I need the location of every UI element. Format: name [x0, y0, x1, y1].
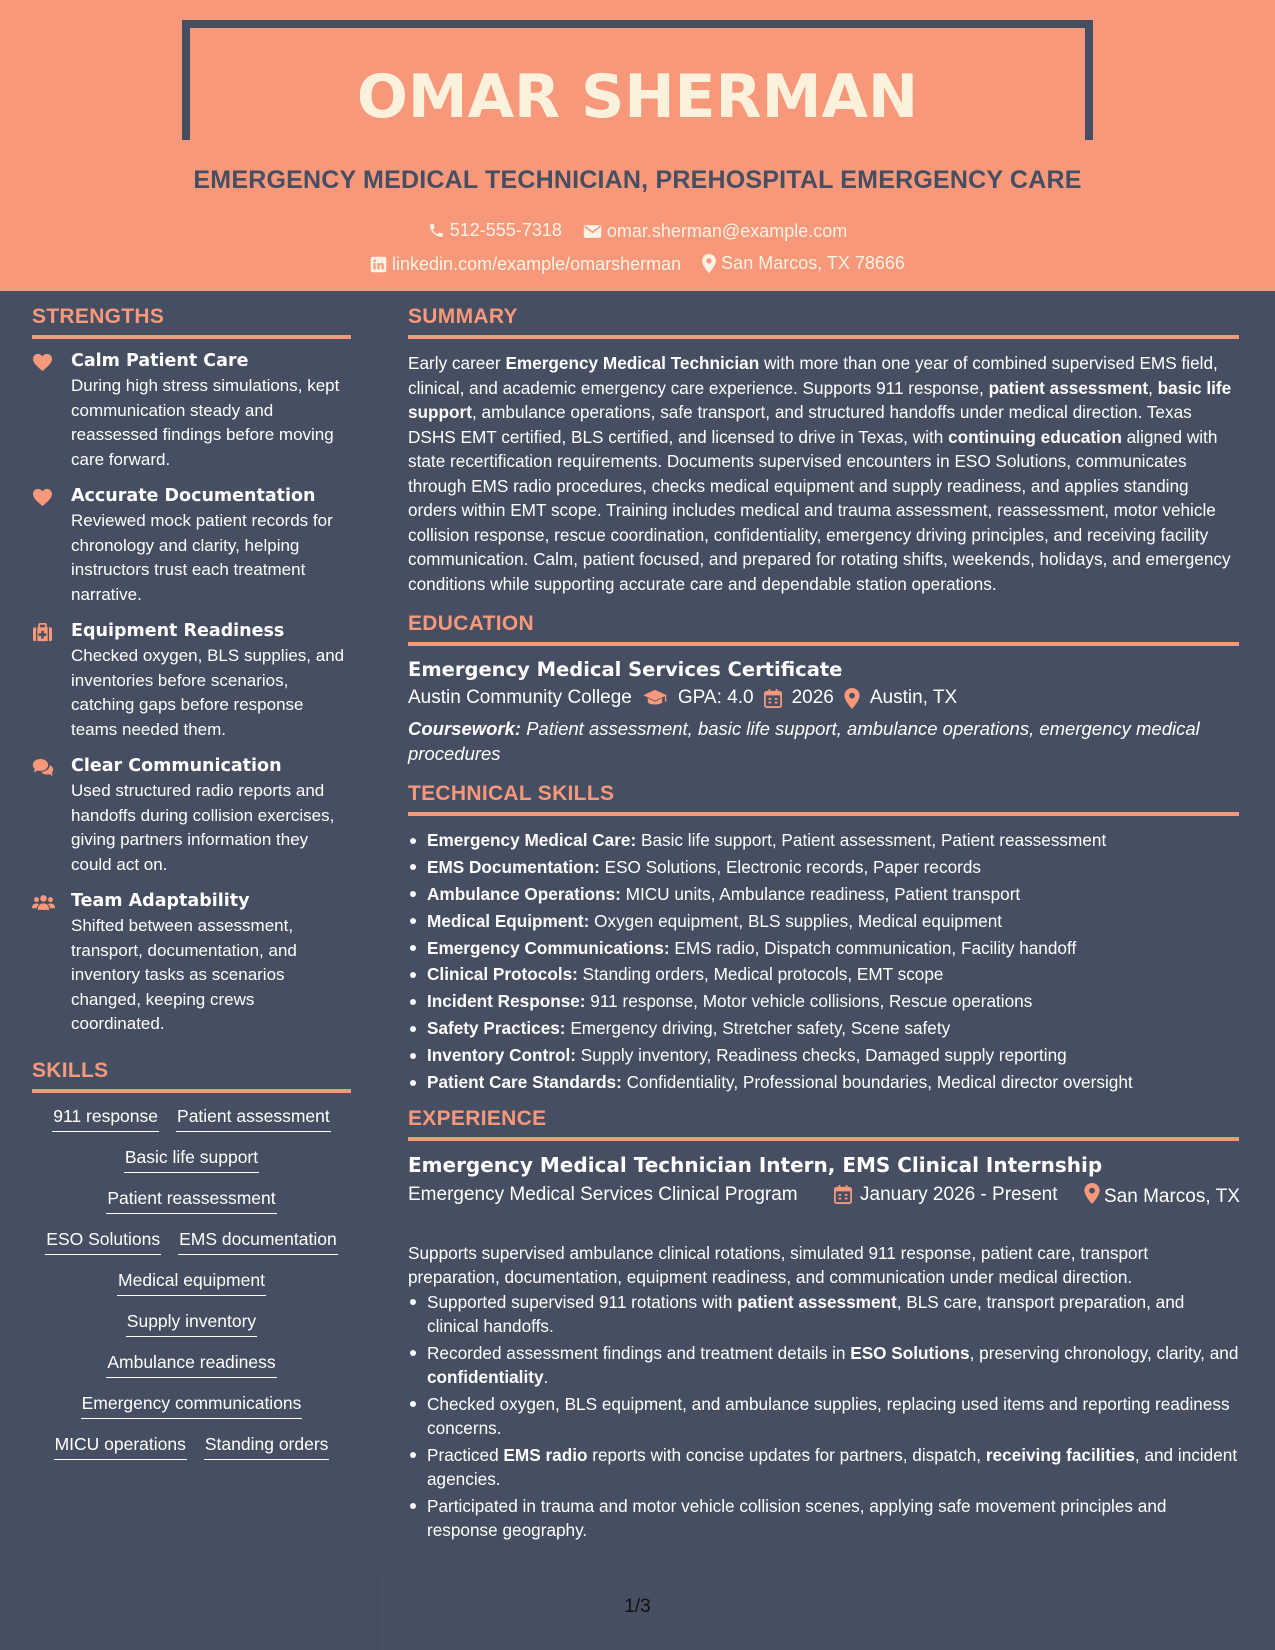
candidate-name: OMAR SHERMAN [356, 62, 919, 132]
bold-phrase: basic life support [408, 377, 1232, 422]
summary-text [408, 351, 1239, 596]
map-pin-icon [844, 688, 860, 709]
skills-row [32, 1310, 351, 1337]
team-icon [32, 893, 54, 913]
technical-skill-label: Emergency Communications: [427, 937, 670, 958]
experience-summary: Supports supervised ambulance clinical rotations, simulated 911 response, patient care, transport preparation, documentation, equipment readiness, and communication under medical direction. [408, 1242, 1149, 1288]
technical-skill-value: Supply inventory, Readiness checks, Damaged supply reporting [575, 1045, 1067, 1066]
technical-skill-item [408, 882, 1239, 907]
coursework-text: Patient assessment, basic life support, ambulance operations, emergency medical procedures [408, 718, 1200, 764]
calendar-icon [764, 689, 782, 708]
skill-tag: Basic life support [124, 1146, 259, 1173]
technical-skill-label: EMS Documentation: [427, 856, 600, 877]
skill-tag: Medical equipment [117, 1269, 266, 1296]
text-run: Supported supervised 911 rotations with [427, 1291, 738, 1312]
experience-bullet [408, 1494, 1239, 1543]
experience-org: Emergency Medical Services Clinical Program [408, 1183, 798, 1205]
skill-tag: Emergency communications [81, 1392, 303, 1419]
technical-skill-item [408, 1070, 1239, 1095]
experience-bullet [408, 1290, 1239, 1339]
experience-location-text: San Marcos, TX [1104, 1185, 1240, 1207]
technical-skills-list [408, 828, 1239, 1095]
bold-phrase: receiving facilities [985, 1444, 1135, 1465]
technical-skill-value: EMS radio, Dispatch communication, Facility handoff [669, 937, 1077, 958]
page-number: 1/3 [624, 1596, 651, 1617]
skills-list [32, 1105, 351, 1460]
experience-location [1084, 1183, 1244, 1209]
experience-dates [834, 1183, 1058, 1207]
technical-skill-value: Basic life support, Patient assessment, Patient reassessment [636, 830, 1107, 850]
strength-title: Accurate Documentation [71, 486, 316, 506]
phone-contact[interactable] [428, 220, 562, 241]
text-run: Early career [408, 353, 506, 373]
education-heading: EDUCATION [408, 612, 1239, 646]
education-location: Austin, TX [869, 687, 958, 708]
strength-item [32, 351, 351, 472]
experience-meta [408, 1183, 1239, 1231]
skills-row [32, 1146, 351, 1173]
technical-skill-label: Emergency Medical Care: [427, 830, 637, 850]
coursework [408, 717, 1239, 766]
education-year: 2026 [791, 687, 834, 708]
technical-skill-label: Medical Equipment: [427, 910, 590, 931]
technical-skill-item [408, 989, 1239, 1014]
technical-skill-item [408, 1043, 1239, 1068]
left-column [32, 305, 351, 1474]
chat-bubbles-icon [32, 758, 54, 778]
strength-item [32, 621, 351, 742]
strength-item [32, 486, 351, 607]
email-text: omar.sherman@example.com [606, 221, 848, 241]
text-run: , BLS care, transport preparation, and clinical handoffs. [427, 1291, 1185, 1337]
skill-tag: MICU operations [54, 1433, 187, 1460]
text-run: Recorded assessment findings and treatment details in [427, 1342, 851, 1363]
technical-skill-label: Incident Response: [427, 991, 586, 1012]
education-school: Austin Community College [408, 687, 632, 708]
education-degree: Emergency Medical Services Certificate [408, 658, 843, 681]
map-pin-icon [702, 254, 716, 273]
text-run: aligned with state recertification requirements. Documents supervised encounters in ESO Solutions, communicates through EMS radio procedures, checks medical equipment and supply readiness, and applies standing orders within EMT scope. Training includes medical and trauma assessment, reassessment, motor vehicle collision response, rescue coordination, confidentiality, emergency driving principles, and receiving facility communication. Calm, patient focused, and prepared for rotating shifts, weekends, holidays, and emergency conditions while supporting accurate care and dependable station operations. [408, 426, 1231, 594]
linkedin-icon [370, 256, 387, 273]
strengths-heading: STRENGTHS [32, 305, 351, 339]
technical-skill-item [408, 936, 1239, 961]
technical-skill-value: Confidentiality, Professional boundaries, Medical director oversight [621, 1072, 1133, 1093]
text-run: . [543, 1367, 549, 1388]
text-run: , preserving chronology, clarity, and [969, 1342, 1239, 1363]
skill-tag: 911 response [52, 1105, 159, 1132]
bold-phrase: EMS radio [503, 1444, 588, 1465]
experience-bullet [408, 1443, 1239, 1492]
bold-phrase: confidentiality [427, 1367, 544, 1388]
text-run: , [1148, 377, 1158, 398]
strength-title: Clear Communication [71, 756, 282, 776]
technical-skill-item [408, 909, 1239, 934]
resume-header [0, 0, 1275, 291]
location-text: San Marcos, TX 78666 [721, 253, 905, 273]
skills-row [32, 1269, 351, 1296]
text-run: with more than one year of combined supervised EMS field, clinical, and academic emergency care experience. Supports 911 response, [408, 353, 1218, 398]
calendar-icon [834, 1185, 852, 1204]
skills-row [32, 1392, 351, 1419]
technical-skill-label: Safety Practices: [427, 1018, 566, 1039]
technical-skill-label: Clinical Protocols: [427, 964, 578, 985]
strength-item [32, 891, 351, 1037]
heart-icon [32, 353, 54, 373]
technical-skill-value: Emergency driving, Stretcher safety, Scene safety [565, 1018, 951, 1039]
text-run: reports with concise updates for partners, dispatch, [587, 1444, 986, 1465]
location-contact [702, 253, 905, 274]
skill-tag: Standing orders [204, 1433, 330, 1460]
skill-tag: Ambulance readiness [106, 1351, 276, 1378]
strength-description: During high stress simulations, kept communication steady and reassessed findings before moving care forward. [71, 376, 340, 469]
coursework-label: Coursework: [408, 718, 522, 739]
skills-heading: SKILLS [32, 1059, 351, 1093]
technical-skill-item [408, 1016, 1239, 1041]
text-run: , ambulance operations, safe transport, and structured handoffs under medical direction. Texas DSHS EMT certified, BLS certified, and licensed to drive in Texas, with [408, 402, 1192, 447]
text-run: Participated in trauma and motor vehicle collision scenes, applying safe movement principles and response geography. [427, 1495, 1167, 1541]
skills-row [32, 1228, 351, 1255]
skill-tag: ESO Solutions [45, 1228, 161, 1255]
bold-phrase: ESO Solutions [850, 1342, 970, 1363]
skills-row [32, 1351, 351, 1378]
technical-skill-value: Standing orders, Medical protocols, EMT scope [577, 964, 944, 985]
skill-tag: Patient reassessment [106, 1187, 276, 1214]
technical-skill-label: Inventory Control: [427, 1045, 576, 1066]
heart-icon [32, 488, 54, 508]
technical-skills-heading: TECHNICAL SKILLS [408, 782, 1239, 816]
skills-row [32, 1433, 351, 1460]
graduation-cap-icon [642, 689, 668, 707]
job-title: EMERGENCY MEDICAL TECHNICIAN, PREHOSPITAL EMERGENCY CARE [193, 166, 1082, 194]
technical-skill-label: Ambulance Operations: [427, 883, 621, 904]
technical-skills-section [408, 828, 1239, 1095]
linkedin-contact[interactable] [370, 254, 681, 275]
experience-bullet [408, 1341, 1239, 1390]
technical-skill-item [408, 855, 1239, 880]
experience-heading: EXPERIENCE [408, 1107, 1239, 1141]
strength-description: Reviewed mock patient records for chronology and clarity, helping instructors trust each treatment narrative. [71, 511, 333, 604]
bold-phrase: patient assessment [988, 377, 1149, 398]
experience-bullets [408, 1290, 1239, 1543]
contact-row-1 [0, 220, 1275, 244]
experience-title: Emergency Medical Technician Intern, EMS Clinical Internship [408, 1152, 1103, 1177]
strength-description: Used structured radio reports and handoffs during collision exercises, giving partners information they could act on. [71, 781, 335, 874]
bold-phrase: patient assessment [737, 1291, 897, 1312]
technical-skill-value: MICU units, Ambulance readiness, Patient transport [620, 883, 1021, 904]
strength-item [32, 756, 351, 877]
technical-skill-item [408, 962, 1239, 987]
bold-phrase: continuing education [948, 426, 1122, 447]
education-meta [408, 687, 1239, 709]
strength-description: Shifted between assessment, transport, documentation, and inventory tasks as scenarios changed, keeping crews coordinated. [71, 916, 297, 1033]
strength-description: Checked oxygen, BLS supplies, and inventories before scenarios, catching gaps before response teams needed them. [71, 646, 345, 739]
contact-row-2 [0, 253, 1275, 278]
linkedin-text: linkedin.com/example/omarsherman [392, 254, 682, 274]
right-column [408, 305, 1239, 1545]
strengths-list [32, 351, 351, 1037]
strength-title: Team Adaptability [71, 891, 250, 911]
envelope-icon [583, 224, 602, 239]
experience-dates-text: January 2026 - Present [860, 1183, 1058, 1205]
technical-skill-item [408, 828, 1239, 853]
skill-tag: Supply inventory [126, 1310, 257, 1337]
skill-tag: EMS documentation [178, 1228, 338, 1255]
phone-icon [428, 222, 445, 239]
map-pin-icon [1084, 1183, 1100, 1204]
text-run: Checked oxygen, BLS equipment, and ambulance supplies, replacing used items and reporting readiness concerns. [427, 1393, 1230, 1439]
skill-tag: Patient assessment [176, 1105, 331, 1132]
summary-heading: SUMMARY [408, 305, 1239, 339]
skills-row [32, 1105, 351, 1132]
skills-row [32, 1187, 351, 1214]
education-gpa: GPA: 4.0 [677, 687, 754, 708]
medical-kit-icon [32, 623, 54, 643]
bold-phrase: Emergency Medical Technician [505, 353, 760, 373]
technical-skill-value: Oxygen equipment, BLS supplies, Medical equipment [589, 910, 1003, 931]
technical-skill-value: 911 response, Motor vehicle collisions, Rescue operations [585, 991, 1033, 1012]
technical-skill-label: Patient Care Standards: [427, 1072, 622, 1093]
strength-title: Equipment Readiness [71, 621, 285, 641]
text-run: , and incident agencies. [427, 1444, 1238, 1490]
skills-section [32, 1059, 351, 1460]
phone-text: 512-555-7318 [449, 220, 562, 240]
text-run: Practiced [427, 1444, 504, 1465]
email-contact[interactable] [583, 221, 847, 242]
technical-skill-value: ESO Solutions, Electronic records, Paper records [599, 856, 981, 877]
experience-bullet [408, 1392, 1239, 1441]
strength-title: Calm Patient Care [71, 351, 249, 371]
